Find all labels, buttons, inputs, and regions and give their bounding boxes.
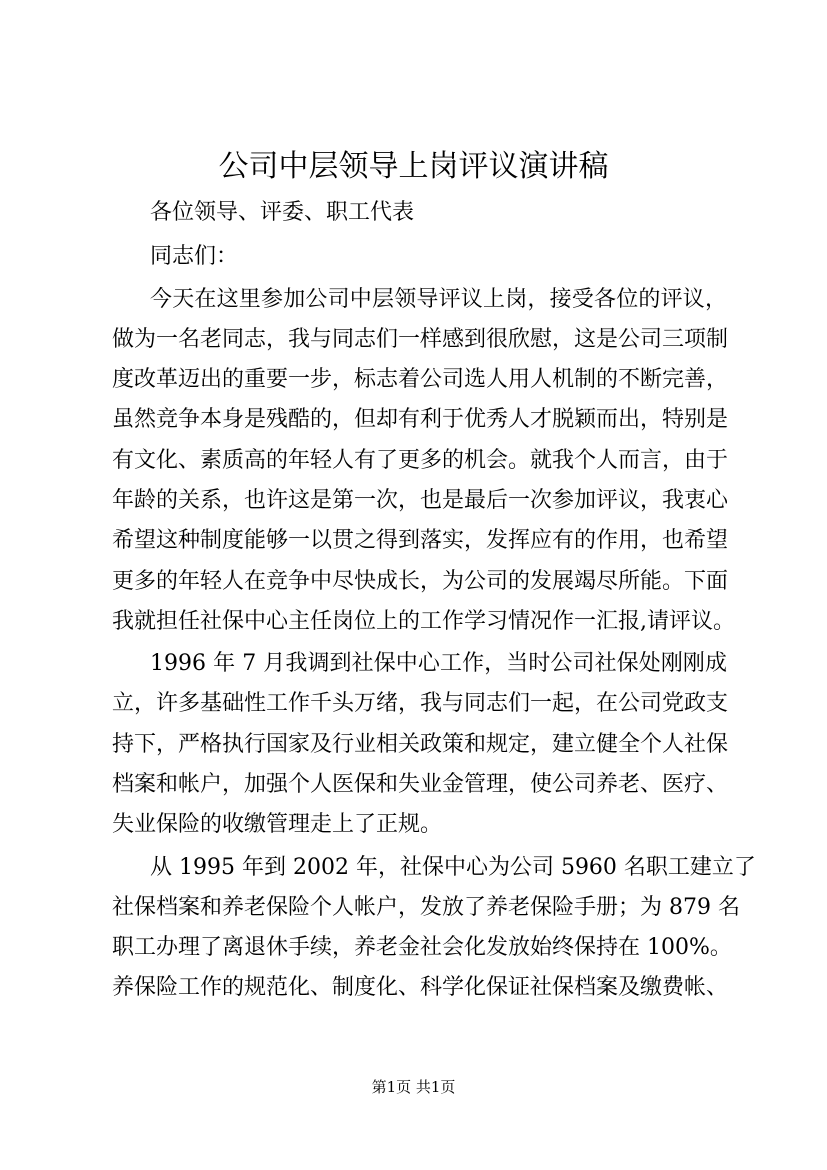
- paragraph-line: 有文化、素质高的年轻人有了更多的机会。就我个人而言，由于: [112, 448, 729, 473]
- paragraph-line: 我就担任社保中心主任岗位上的工作学习情况作一汇报,请评议。: [112, 609, 735, 634]
- paragraph-line: 社保档案和养老保险个人帐户，发放了养老保险手册；为 879 名: [112, 895, 740, 920]
- paragraph-line: 立，许多基础性工作千头万绪，我与同志们一起，在公司党政支: [112, 691, 729, 716]
- paragraph-line: 年龄的关系，也许这是第一次，也是最后一次参加评议，我衷心: [112, 488, 729, 513]
- paragraph-line: 做为一名老同志，我与同志们一样感到很欣慰，这是公司三项制: [112, 327, 729, 352]
- document-title: 公司中层领导上岗评议演讲稿: [218, 149, 609, 184]
- paragraph-line: 养保险工作的规范化、制度化、科学化保证社保档案及缴费帐、: [112, 975, 729, 1000]
- paragraph-line: 职工办理了离退休手续，养老金社会化发放始终保持在 100%。: [112, 935, 732, 960]
- paragraph-line: 希望这种制度能够一以贯之得到落实，发挥应有的作用，也希望: [112, 528, 729, 553]
- paragraph-line: 更多的年轻人在竞争中尽快成长，为公司的发展竭尽所能。下面: [112, 569, 729, 594]
- paragraph-line: 持下，严格执行国家及行业相关政策和规定，建立健全个人社保: [112, 732, 729, 757]
- paragraph-line: 档案和帐户，加强个人医保和失业金管理，使公司养老、医疗、: [112, 772, 729, 797]
- paragraph-line: 度改革迈出的重要一步，标志着公司选人用人机制的不断完善，: [112, 367, 729, 392]
- paragraph-line: 1996 年 7 月我调到社保中心工作，当时公司社保处刚刚成: [150, 651, 727, 676]
- paragraph-line: 失业保险的收缴管理走上了正规。: [112, 812, 443, 837]
- salutation-line: 同志们：: [150, 244, 239, 269]
- paragraph-line: 从 1995 年到 2002 年，社保中心为公司 5960 名职工建立了: [150, 855, 756, 880]
- page-footer: 第1页 共1页: [371, 1078, 456, 1096]
- paragraph-line: 今天在这里参加公司中层领导评议上岗，接受各位的评议，: [150, 287, 727, 312]
- paragraph-line: 虽然竞争本身是残酷的，但却有利于优秀人才脱颖而出，特别是: [112, 407, 729, 432]
- salutation-line: 各位领导、评委、职工代表: [150, 200, 415, 225]
